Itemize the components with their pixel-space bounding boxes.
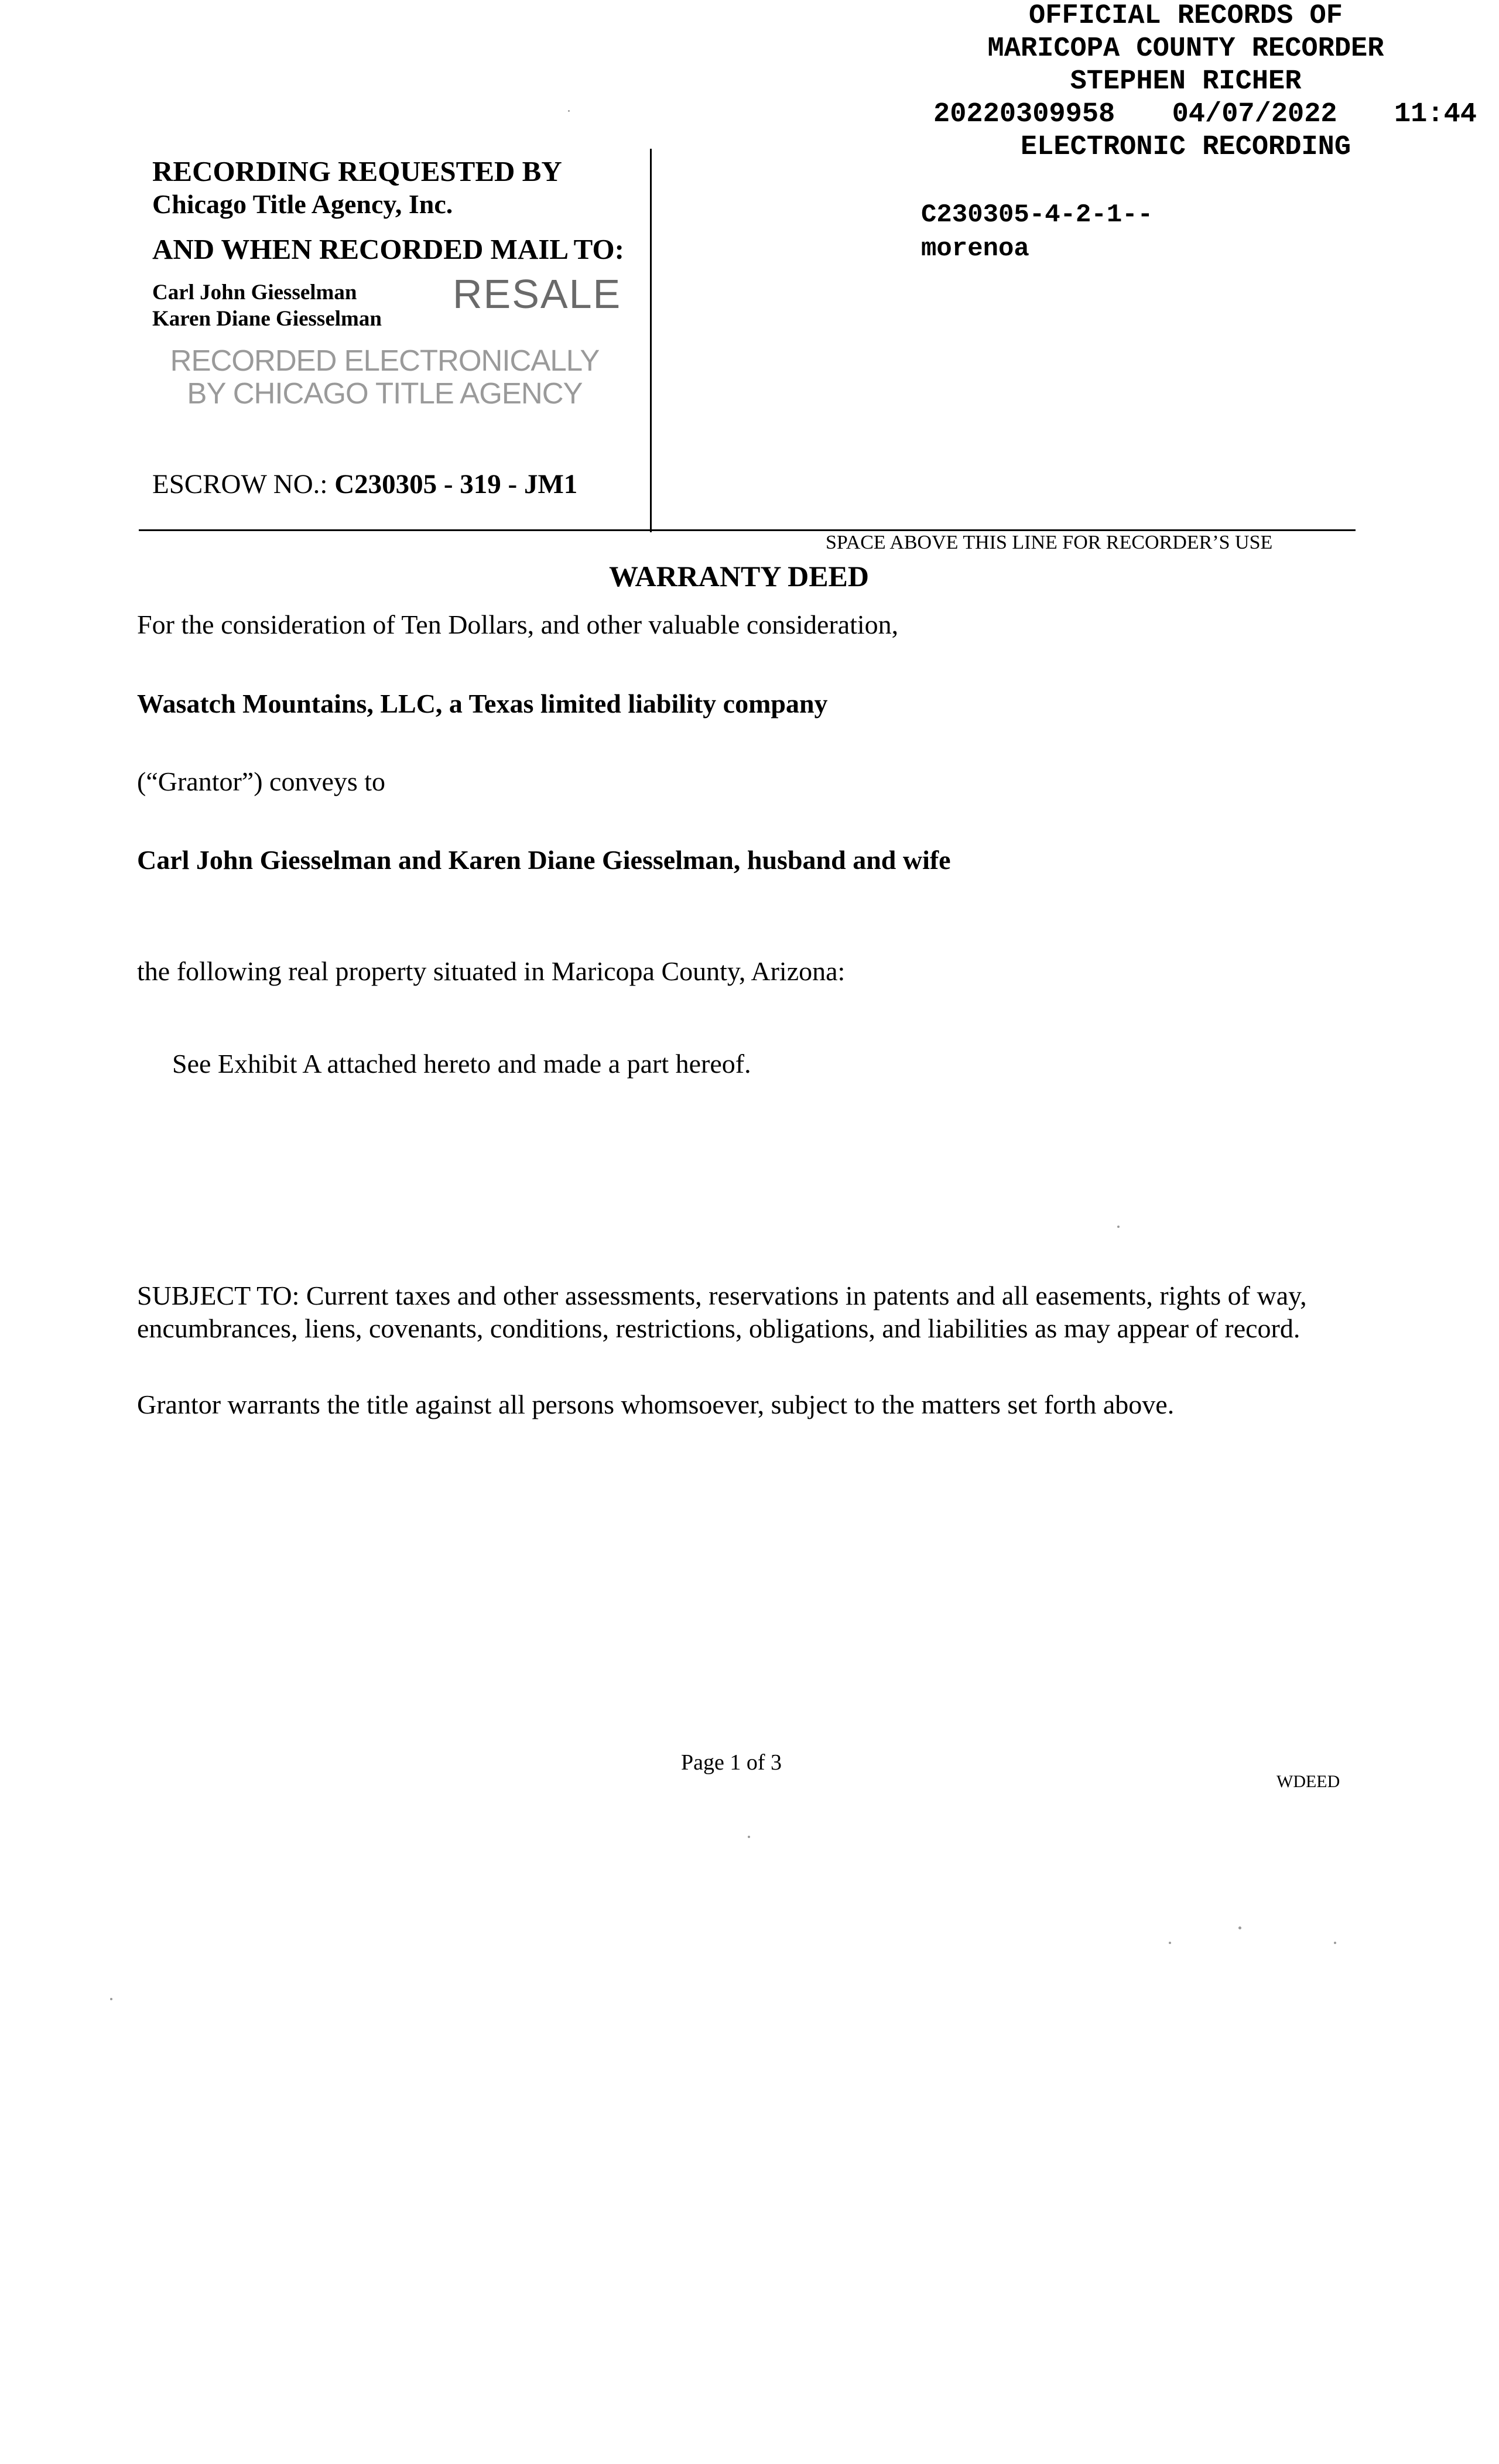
requested-by-label: RECORDING REQUESTED BY bbox=[152, 155, 562, 187]
conveys-text: (“Grantor”) conveys to bbox=[137, 766, 386, 796]
recorder-stamp bbox=[908, 0, 1477, 164]
header-divider-vertical bbox=[650, 149, 652, 532]
mail-to-label: AND WHEN RECORDED MAIL TO: bbox=[152, 233, 624, 265]
recorder-space-line bbox=[139, 529, 1356, 531]
scan-speck bbox=[1334, 1942, 1336, 1944]
scan-speck bbox=[568, 110, 570, 112]
recorder-line-1: OFFICIAL RECORDS OF bbox=[1029, 1, 1343, 32]
property-intro: the following real property situated in Maricopa County, Arizona: bbox=[137, 956, 846, 986]
record-number: 20220309958 bbox=[933, 99, 1115, 130]
grantee-name: Carl John Giesselman and Karen Diane Giesselman, husband and wife bbox=[137, 845, 951, 875]
recorder-line-2: MARICOPA COUNTY RECORDER bbox=[987, 33, 1384, 64]
resale-stamp: RESALE bbox=[453, 271, 622, 317]
recorder-number-line bbox=[920, 98, 1477, 131]
recorder-user: morenoa bbox=[921, 234, 1029, 263]
scan-speck bbox=[1169, 1942, 1171, 1944]
record-time: 11:44 bbox=[1394, 99, 1477, 130]
form-code: WDEED bbox=[1276, 1772, 1340, 1791]
scan-speck bbox=[748, 1836, 750, 1838]
escrow-label: ESCROW NO.: bbox=[152, 469, 328, 499]
warranty-paragraph: Grantor warrants the title against all persons whomsoever, subject to the matters set forth above. bbox=[137, 1390, 1175, 1419]
recorded-electronically-stamp bbox=[162, 344, 607, 410]
scan-speck bbox=[1238, 1926, 1241, 1929]
scan-speck bbox=[110, 1998, 112, 2000]
page-number: Page 1 of 3 bbox=[681, 1750, 782, 1775]
escrow-number-line bbox=[152, 468, 577, 500]
consideration-text: For the consideration of Ten Dollars, and other valuable consideration, bbox=[137, 610, 899, 639]
recorder-line-5: ELECTRONIC RECORDING bbox=[1020, 132, 1351, 163]
document-title: WARRANTY DEED bbox=[609, 560, 870, 593]
mail-to-name-2: Karen Diane Giesselman bbox=[152, 307, 382, 331]
recorder-space-note: SPACE ABOVE THIS LINE FOR RECORDER’S USE bbox=[826, 532, 1273, 553]
record-date: 04/07/2022 bbox=[1172, 99, 1337, 130]
escrow-number: C230305 - 319 - JM1 bbox=[334, 469, 578, 499]
scan-speck bbox=[1117, 1226, 1120, 1228]
requested-by-agency: Chicago Title Agency, Inc. bbox=[152, 189, 453, 219]
recorded-stamp-line-1: RECORDED ELECTRONICALLY bbox=[170, 344, 600, 377]
exhibit-reference: See Exhibit A attached hereto and made a part hereof. bbox=[172, 1049, 751, 1079]
recorder-code: C230305-4-2-1-- bbox=[921, 200, 1154, 230]
mail-to-name-1: Carl John Giesselman bbox=[152, 280, 357, 304]
recorded-stamp-line-2: BY CHICAGO TITLE AGENCY bbox=[187, 377, 583, 410]
recorder-line-3: STEPHEN RICHER bbox=[1070, 66, 1302, 97]
subject-to-paragraph: SUBJECT TO: Current taxes and other assessments, reservations in patents and all easements, rights of way, encumbrances, liens, covenants, conditions, restrictions, obligations, and liabilities as may appear of record. bbox=[137, 1281, 1307, 1343]
grantor-name: Wasatch Mountains, LLC, a Texas limited liability company bbox=[137, 689, 828, 718]
recorder-code-block bbox=[921, 198, 1153, 266]
